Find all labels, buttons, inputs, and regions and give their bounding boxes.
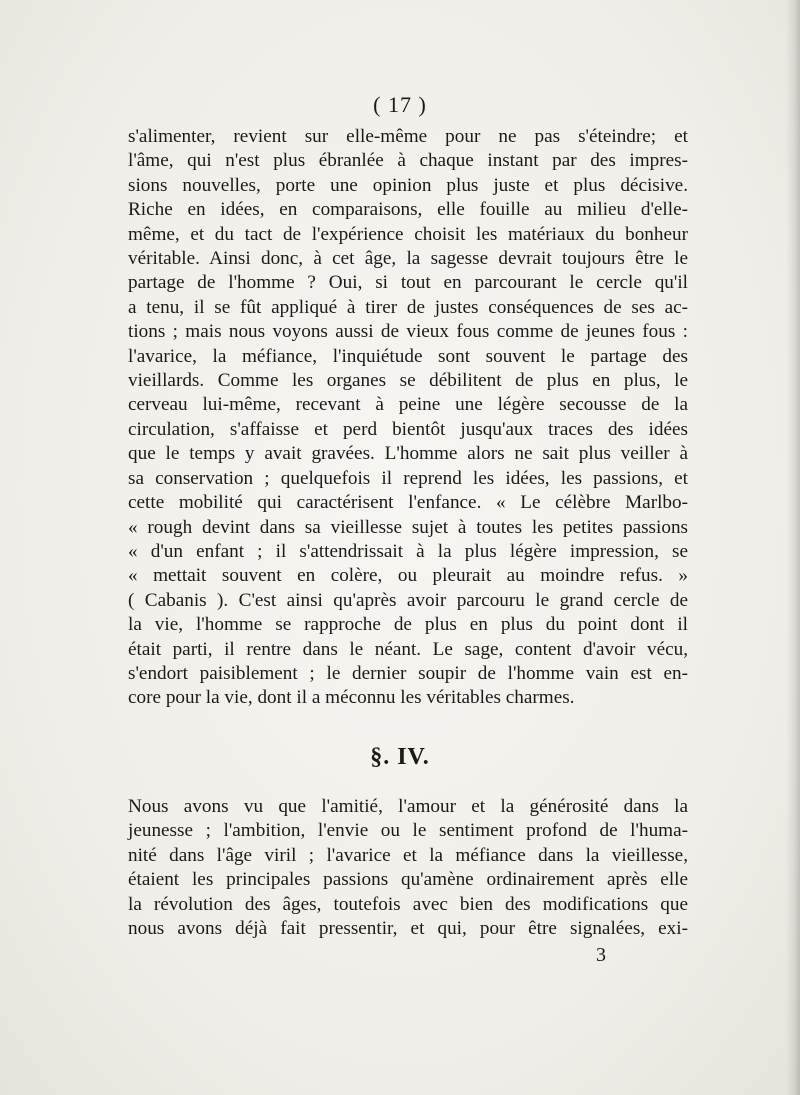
- text-line: « mettait souvent en colère, ou pleurait au moindre refus. »: [128, 565, 688, 587]
- text-line: la vie, l'homme se rapproche de plus en plus du point dont il: [128, 614, 688, 636]
- text-line: s'endort paisiblement ; le dernier soupir de l'homme vain est en-: [128, 662, 688, 684]
- text-line: sions nouvelles, porte une opinion plus juste et plus décisive.: [128, 174, 688, 196]
- text-line: Nous avons vu que l'amitié, l'amour et la générosité dans la: [128, 796, 688, 817]
- text-line: nous avons déjà fait pressentir, et qui, pour être signalées, exi-: [128, 918, 688, 940]
- text-line: l'avarice, la méfiance, l'inquiétude sont souvent le partage des: [128, 345, 688, 367]
- text-line: même, et du tact de l'expérience choisit les matériaux du bonheur: [128, 223, 688, 245]
- text-line: nité dans l'âge viril ; l'avarice et la méfiance dans la vieillesse,: [128, 844, 688, 866]
- text-line: véritable. Ainsi donc, à cet âge, la sagesse devrait toujours être le: [128, 248, 688, 270]
- section-heading: §. IV.: [370, 744, 430, 770]
- text-line: s'alimenter, revient sur elle-même pour ne pas s'éteindre; et: [128, 126, 688, 147]
- text-line: la révolution des âges, toutefois avec bien des modifications que: [128, 893, 688, 915]
- text-line: « rough devint dans sa vieillesse sujet à toutes les petites passions: [128, 516, 688, 538]
- text-line: Riche en idées, en comparaisons, elle fouille au milieu d'elle-: [128, 199, 688, 221]
- text-line: circulation, s'affaisse et perd bientôt jusqu'aux traces des idées: [128, 418, 688, 440]
- text-line: « d'un enfant ; il s'attendrissait à la plus légère impression, se: [128, 540, 688, 562]
- text-line: que le temps y avait gravées. L'homme alors ne sait plus veiller à: [128, 443, 688, 465]
- text-line: ( Cabanis ). C'est ainsi qu'après avoir parcouru le grand cercle de: [128, 589, 688, 611]
- text-line: a tenu, il se fût appliqué à tirer de justes conséquences de ses ac-: [128, 296, 688, 318]
- paragraph-2: [128, 795, 688, 941]
- paragraph-1: [128, 125, 688, 711]
- text-line: cerveau lui-même, recevant à peine une légère secousse de la: [128, 394, 688, 416]
- text-line: tions ; mais nous voyons aussi de vieux fous comme de jeunes fous :: [128, 321, 688, 343]
- text-line: étaient les principales passions qu'amène ordinairement après elle: [128, 869, 688, 891]
- text-line: l'âme, qui n'est plus ébranlée à chaque instant par des impres-: [128, 150, 688, 172]
- page-number: ( 17 ): [373, 92, 427, 117]
- page-edge-shadow: [786, 0, 800, 1095]
- text-line: était parti, il rentre dans le néant. Le sage, content d'avoir vécu,: [128, 638, 688, 660]
- signature-mark: 3: [596, 944, 606, 966]
- text-line: partage de l'homme ? Oui, si tout en parcourant le cercle qu'il: [128, 272, 688, 294]
- text-line: sa conservation ; quelquefois il reprend les idées, les passions, et: [128, 467, 688, 489]
- text-line: core pour la vie, dont il a méconnu les véritables charmes.: [128, 687, 575, 709]
- text-line: jeunesse ; l'ambition, l'envie ou le sentiment profond de l'huma-: [128, 820, 688, 842]
- text-line: cette mobilité qui caractérisent l'enfance. « Le célèbre Marlbo-: [128, 492, 688, 514]
- text-line: vieillards. Comme les organes se débilitent de plus en plus, le: [128, 370, 688, 392]
